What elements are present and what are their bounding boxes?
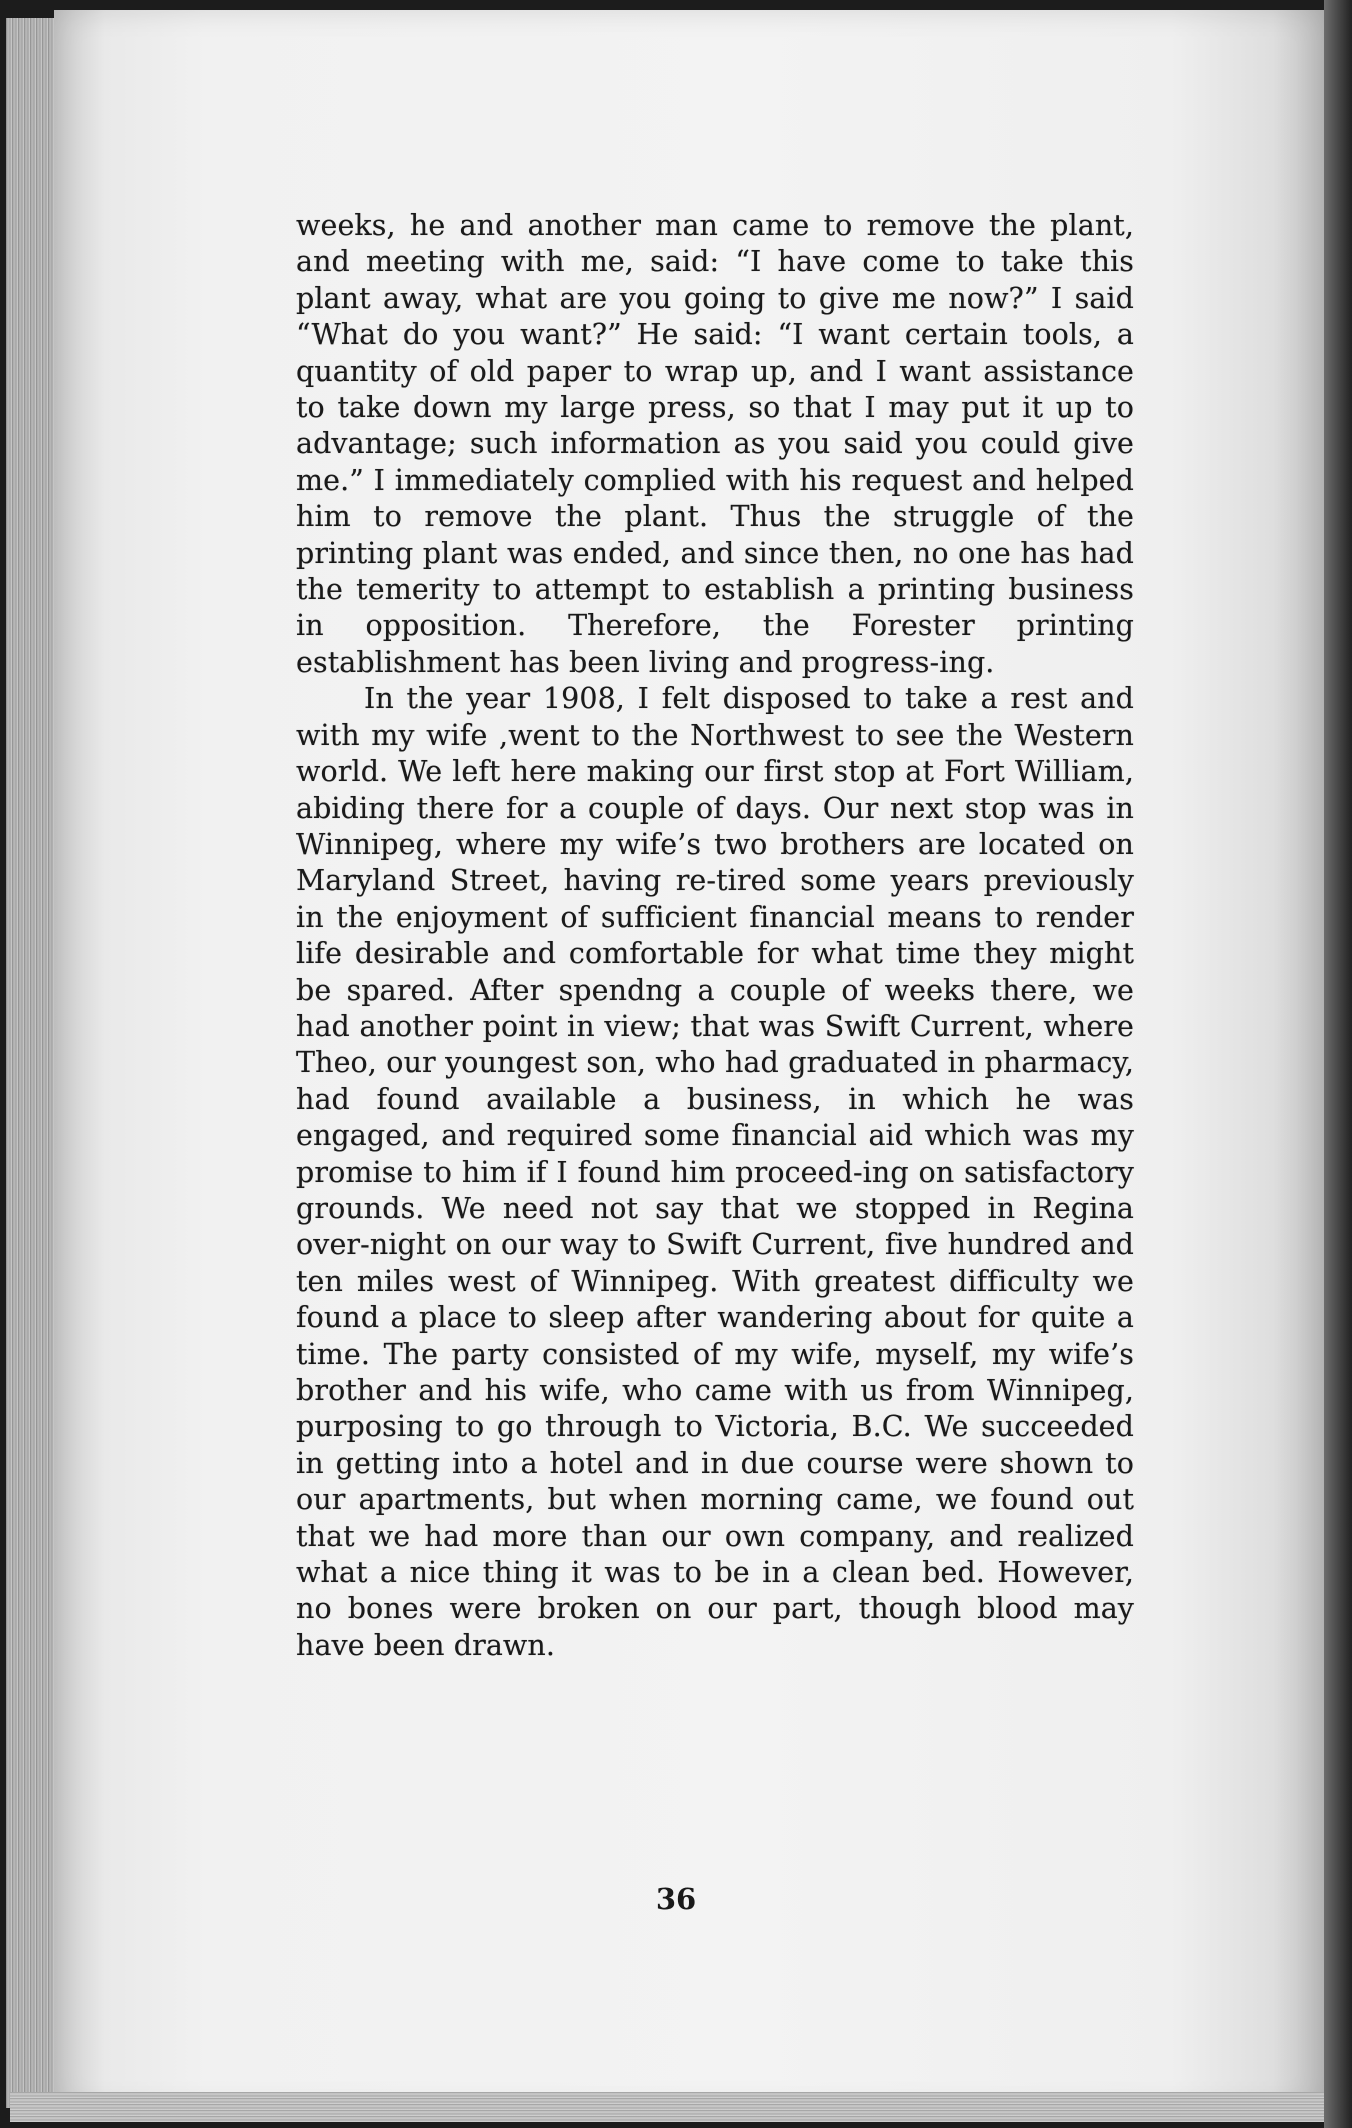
page-edges-bottom xyxy=(10,2092,1324,2122)
page-edges-left xyxy=(6,18,54,2108)
body-text xyxy=(296,208,1134,1664)
binding-shadow xyxy=(1324,0,1352,2128)
paragraph-trip-1908: In the year 1908, I felt disposed to take a rest and with my wife ,went to the Northwest to see the Western world. We left here making our first stop at Fort William, abiding there for a couple of days. Our next stop was in Winnipeg, where my wife’s two brothers are located on Maryland Street, having re-tired some years previously in the enjoyment of sufficient financial means to render life desirable and comfortable for what time they might be spared. After spendng a couple of weeks there, we had another point in view; that was Swift Current, where Theo, our youngest son, who had graduated in pharmacy, had found available a business, in which he was engaged, and required some financial aid which was my promise to him if I found him proceed-ing on satisfactory grounds. We need not say that we stopped in Regina over-night on our way to Swift Current, five hundred and ten miles west of Winnipeg. With greatest difficulty we found a place to sleep after wandering about for quite a time. The party consisted of my wife, myself, my wife’s brother and his wife, who came with us from Winnipeg, purposing to go through to Victoria, B.C. We succeeded in getting into a hotel and in due course were shown to our apartments, but when morning came, we found out that we had more than our own company, and realized what a nice thing it was to be in a clean bed. However, no bones were broken on our part, though blood may have been drawn. xyxy=(296,682,1134,1662)
paragraph-continued: weeks, he and another man came to remove the plant, and meeting with me, said: “I have come to take this plant away, what are you going to give me now?” I said “What do you want?” He said: “I want certain tools, a quantity of old paper to wrap up, and I want assistance to take down my large press, so that I may put it up to advantage; such information as you said you could give me.” I immediately complied with his request and helped him to remove the plant. Thus the struggle of the printing plant was ended, and since then, no one has had the temerity to attempt to establish a printing business in opposition. Therefore, the Forester printing establishment has been living and progress-ing. xyxy=(296,209,1134,679)
page-number: 36 xyxy=(655,1882,697,1916)
